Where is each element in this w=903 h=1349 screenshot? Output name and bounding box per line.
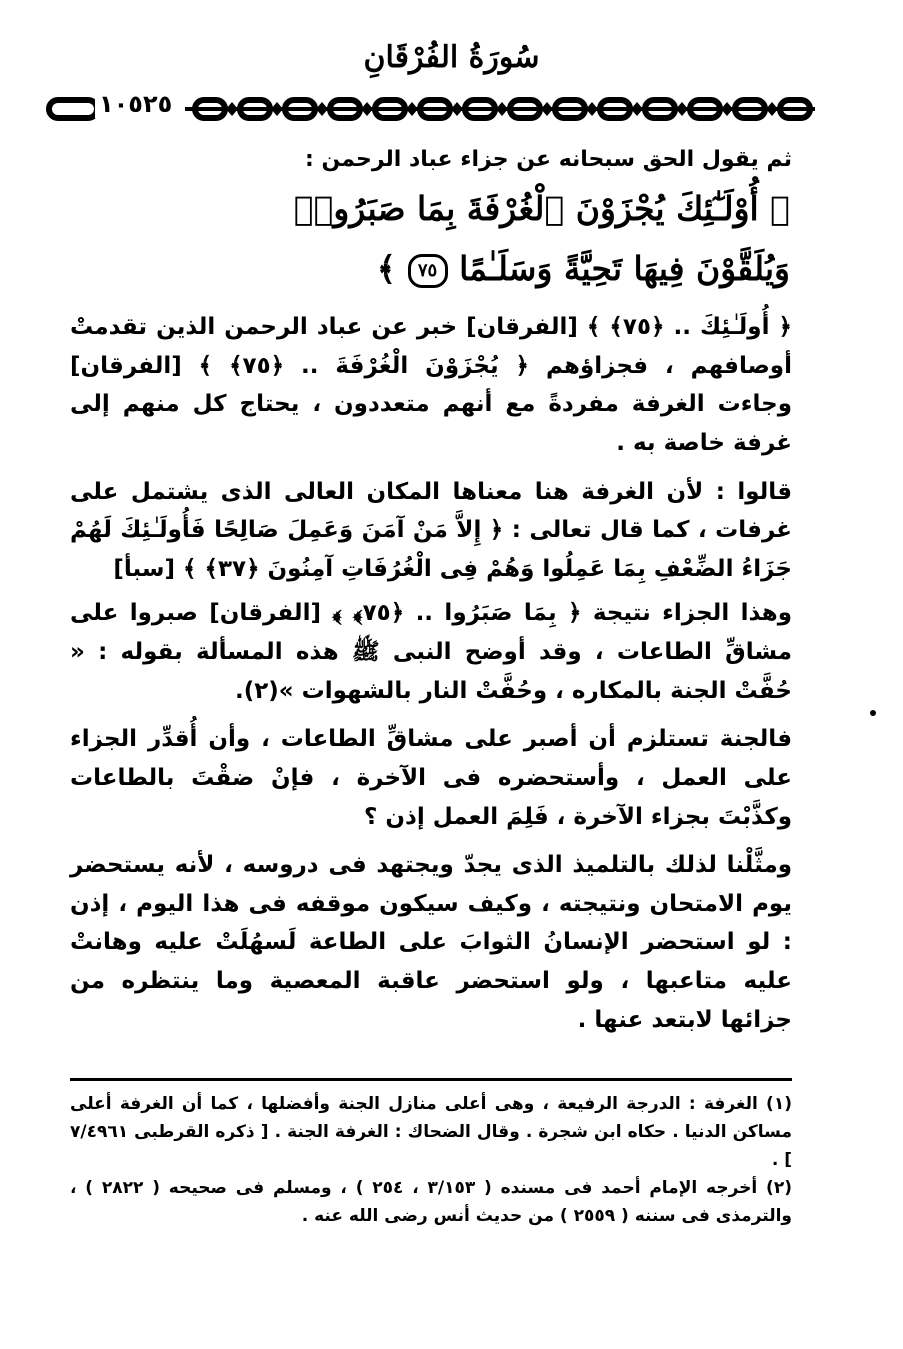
footnote-1: (١) الغرفة : الدرجة الرفيعة ، وهى أعلى منازل الجنة وأفضلها ، كما أن الغرفة أعلى مساكن الدنيا . حكاه ابن شجرة . وقال الضحاك : الغرفة الجنة . [ ذكره القرطبى ٧/٤٩٦١ ] . [70,1094,792,1171]
verse-text-1: ﴿ أُوْلَـٰٓئِكَ يُجْزَوْنَ ٱلْغُرْفَةَ بِمَا صَبَرُوا۟ [293,189,790,228]
footnotes [70,1090,792,1230]
page-number: ١٠٥٢٥ [95,90,176,118]
footnote-divider [70,1078,792,1081]
paragraph-2: قالوا : لأن الغرفة هنا معناها المكان العالى الذى يشتمل على غرفات ، كما قال تعالى : ﴿ إِلاَّ مَنْ آمَنَ وَعَمِلَ صَالِحًا فَأُولَـٰئِكَ لَهُمْ جَزَاءُ الضِّعْفِ بِمَا عَمِلُوا وَهُمْ فِى الْغُرُفَاتِ آمِنُونَ ﴿٣٧﴾ ﴾ [سبأ] [70,478,792,582]
paragraph-1: ﴿ أُولَـٰئِكَ .. ﴿٧٥﴾ ﴾ [الفرقان] خبر عن عباد الرحمن الذين تقدمتْ أوصافهم ، فجزاؤهم ﴿ يُجْزَوْنَ الْغُرْفَةَ .. ﴿٧٥﴾ ﴾ [الفرقان] وجاءت الغرفة مفردةً مع أنهم متعددون ، يحتاج كل منهم إلى غرفة خاصة به . [70,314,792,456]
verse-number-badge: ٧٥ [408,254,448,288]
paragraph-4: فالجنة تستلزم أن أصبر على مشاقِّ الطاعات ، وأن أُقدِّر الجزاء على العمل ، وأستحضره فى الآخرة ، فإنْ ضقْتَ بالطاعات وكذَّبْتَ بجزاء الآخرة ، فَلِمَ العمل إذن ؟ [70,726,792,830]
verse-close-bracket: ﴾ [376,249,397,288]
margin-mark [870,710,876,716]
paragraph-5: ومثَّلْنا لذلك بالتلميذ الذى يجدّ ويجتهد فى دروسه ، لأنه يستحضر يوم الامتحان ونتيجته ، وكيف سيكون موقفه فى هذا اليوم ، إذن : لو استحضر الإنسانُ الثوابَ على الطاعة لَسهُلَتْ عليه وهانتْ عليه متاعبها ، ولو استحضر عاقبة المعصية وما ينتظره من جزائها لابتعد عنها . [70,852,792,1033]
quran-verse-line-2 [190,240,790,298]
paragraph-3: وهذا الجزاء نتيجة ﴿ بِمَا صَبَرُوا .. ﴿٧٥﴾ ﴾ [الفرقان] صبروا على مشاقِّ الطاعات ، وقد أوضح النبى ﷺ هذه المسألة بقوله : « حُفَّتْ الجنة بالمكاره ، وحُفَّتْ النار بالشهوات »(٢). [70,600,792,704]
body-text [70,308,792,1039]
surah-title: سُورَةُ الفُرْقَانِ [363,40,540,75]
intro-line: ثم يقول الحق سبحانه عن جزاء عباد الرحمن : [305,147,792,172]
verse-text-2: وَيُلَقَّوْنَ فِيهَا تَحِيَّةً وَسَلَـٰمًا [459,249,790,288]
quran-verse-line-1 [190,180,790,238]
footnote-2: (٢) أخرجه الإمام أحمد فى مسنده ( ٣/١٥٣ ، ٢٥٤ ) ، ومسلم فى صحيحه ( ٢٨٢٢ ) ، والترمذى فى سننه ( ٢٥٥٩ ) من حديث أنس رضى الله عنه . [70,1178,792,1227]
